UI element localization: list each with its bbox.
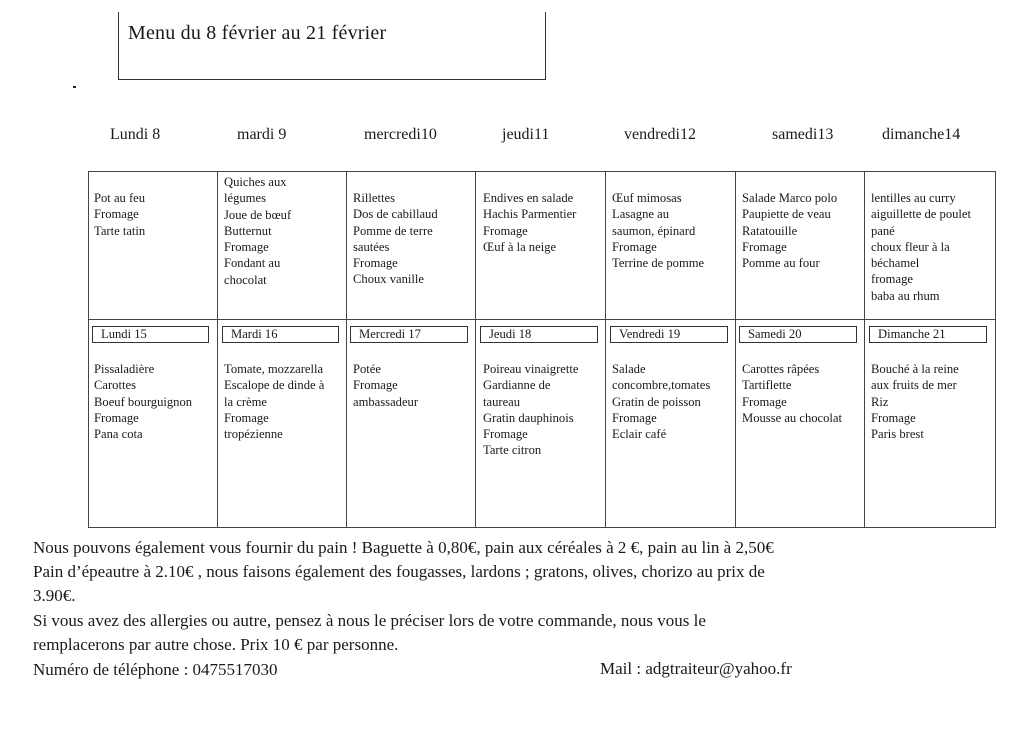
day-header-saturday: samedi13 [772,126,834,143]
day-label-dimanche-21: Dimanche 21 [869,326,987,343]
menu-cell-jeudi-11: Endives en salade Hachis Parmentier Fromage Œuf à la neige [483,191,577,254]
column-divider [217,172,218,527]
menu-cell-samedi-13: Salade Marco polo Paupiette de veau Ratatouille Fromage Pomme au four [742,191,838,271]
day-header-monday: Lundi 8 [110,126,161,143]
email-address: Mail : adgtraiteur@yahoo.fr [600,659,792,678]
day-label-samedi-20: Samedi 20 [739,326,857,343]
menu-cell-lundi-15: Pissaladière Carottes Boeuf bourguignon Fromage Pana cota [94,362,193,442]
column-divider [864,172,865,527]
bread-offer-line-3: 3.90€. [33,586,76,605]
column-divider [735,172,736,527]
day-label-lundi-15: Lundi 15 [92,326,209,343]
day-label-mardi-16: Mardi 16 [222,326,339,343]
stray-mark [73,86,76,88]
day-label-vendredi-19: Vendredi 19 [610,326,728,343]
menu-cell-dimanche-14: lentilles au curry aiguillette de poulet pané choux fleur à la béchamel fromage baba au rhum [871,191,972,303]
phone-number: Numéro de téléphone : 0475517030 [33,660,278,679]
menu-table [88,171,996,528]
menu-cell-mercredi-17: Potée Fromage ambassadeur [353,362,419,409]
day-header-friday: vendredi12 [624,126,696,143]
column-divider [475,172,476,527]
menu-cell-mercredi-10: Rillettes Dos de cabillaud Pomme de terre sautées Fromage Choux vanille [353,191,438,287]
day-label-jeudi-18: Jeudi 18 [480,326,598,343]
column-divider [605,172,606,527]
menu-cell-mardi-16: Tomate, mozzarella Escalope de dinde à la crème Fromage tropézienne [224,362,325,442]
menu-cell-jeudi-18: Poireau vinaigrette Gardianne de taureau Gratin dauphinois Fromage Tarte citron [483,362,579,458]
row-divider [89,319,995,320]
bread-offer-line-1: Nous pouvons également vous fournir du pain ! Baguette à 0,80€, pain aux céréales à 2 €, pain au lin à 2,50€ [33,538,774,557]
menu-cell-mardi-9: Quiches aux légumes Joue de bœuf Butternut Fromage Fondant au chocolat [224,175,292,287]
menu-cell-vendredi-12: Œuf mimosas Lasagne au saumon, épinard Fromage Terrine de pomme [612,191,705,271]
bread-offer-line-2: Pain d’épeautre à 2.10€ , nous faisons également des fougasses, lardons ; gratons, olives, chorizo au prix de [33,562,765,581]
day-header-wednesday: mercredi10 [364,126,437,143]
menu-cell-dimanche-21: Bouché à la reine aux fruits de mer Riz Fromage Paris brest [871,362,959,442]
menu-cell-samedi-20: Carottes râpées Tartiflette Fromage Mousse au chocolat [742,362,843,425]
day-header-sunday: dimanche14 [882,126,961,143]
allergy-note-line-1: Si vous avez des allergies ou autre, pensez à nous le préciser lors de votre commande, nous vous le [33,611,706,630]
day-header-tuesday: mardi 9 [237,126,287,143]
menu-cell-vendredi-19: Salade concombre,tomates Gratin de poisson Fromage Eclair café [612,362,711,442]
allergy-note-line-2: remplacerons par autre chose. Prix 10 € par personne. [33,635,399,654]
page-title: Menu du 8 février au 21 février [128,22,387,44]
day-header-thursday: jeudi11 [502,126,550,143]
day-label-mercredi-17: Mercredi 17 [350,326,468,343]
menu-cell-lundi-8: Pot au feu Fromage Tarte tatin [94,191,146,238]
column-divider [346,172,347,527]
